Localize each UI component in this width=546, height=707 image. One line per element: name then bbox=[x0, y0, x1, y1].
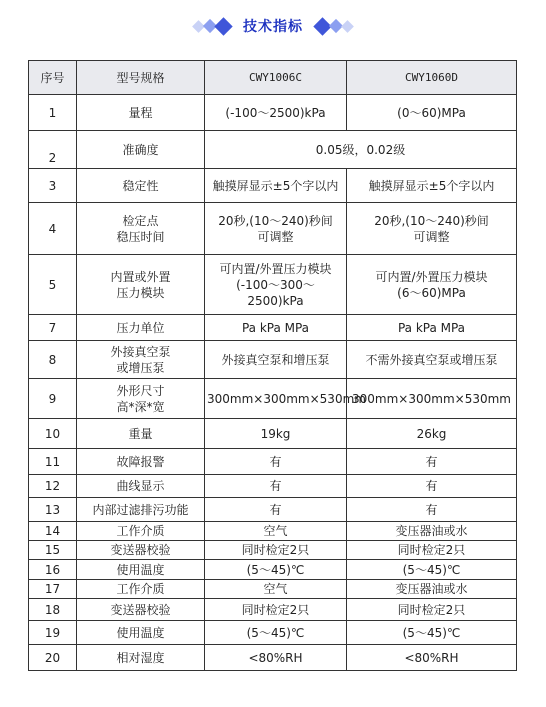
row-value-c: (5～45)℃ bbox=[205, 560, 347, 580]
row-spec: 使用温度 bbox=[77, 621, 205, 645]
row-value-c: 同时检定2只 bbox=[205, 599, 347, 621]
row-value-c: 同时检定2只 bbox=[205, 541, 347, 560]
table-row bbox=[29, 131, 517, 169]
row-number: 18 bbox=[29, 599, 77, 621]
row-spec: 变送器校验 bbox=[77, 599, 205, 621]
row-number: 4 bbox=[29, 203, 77, 255]
table-row bbox=[29, 645, 517, 671]
row-value-d: 可内置/外置压力模块 (6～60)MPa bbox=[347, 255, 517, 315]
row-value-c: 有 bbox=[205, 449, 347, 475]
header-model-c: CWY1006C bbox=[205, 61, 347, 95]
table-row bbox=[29, 203, 517, 255]
row-merged-value: 0.05级，0.02级 bbox=[205, 131, 517, 169]
spec-table bbox=[28, 60, 517, 671]
row-spec: 压力单位 bbox=[77, 315, 205, 341]
row-spec: 量程 bbox=[77, 95, 205, 131]
row-spec: 使用温度 bbox=[77, 560, 205, 580]
table-header-row bbox=[29, 61, 517, 95]
table-row bbox=[29, 341, 517, 379]
row-spec: 曲线显示 bbox=[77, 475, 205, 498]
row-value-d: 有 bbox=[347, 498, 517, 522]
row-value-c: 有 bbox=[205, 498, 347, 522]
row-value-c: 触摸屏显示±5个字以内 bbox=[205, 169, 347, 203]
row-number: 20 bbox=[29, 645, 77, 671]
row-value-d: 20秒,(10～240)秒间 可调整 bbox=[347, 203, 517, 255]
table-row bbox=[29, 169, 517, 203]
table-row bbox=[29, 599, 517, 621]
row-number: 10 bbox=[29, 419, 77, 449]
table-row bbox=[29, 560, 517, 580]
table-row bbox=[29, 580, 517, 599]
row-value-c: 外接真空泵和增压泵 bbox=[205, 341, 347, 379]
row-spec: 工作介质 bbox=[77, 522, 205, 541]
row-spec: 外接真空泵 或增压泵 bbox=[77, 341, 205, 379]
row-value-c: 19kg bbox=[205, 419, 347, 449]
row-value-d: 同时检定2只 bbox=[347, 541, 517, 560]
row-spec: 内置或外置 压力模块 bbox=[77, 255, 205, 315]
diamond-icon bbox=[341, 20, 354, 33]
row-value-c: 20秒,(10～240)秒间 可调整 bbox=[205, 203, 347, 255]
diamond-icon bbox=[214, 17, 232, 35]
row-number: 13 bbox=[29, 498, 77, 522]
row-spec: 准确度 bbox=[77, 131, 205, 169]
table-row bbox=[29, 419, 517, 449]
row-value-c: 300mm×300mm×530mm bbox=[205, 379, 347, 419]
row-value-d: Pa kPa MPa bbox=[347, 315, 517, 341]
row-number: 1 bbox=[29, 95, 77, 131]
row-spec: 检定点 稳压时间 bbox=[77, 203, 205, 255]
right-diamond-icons bbox=[315, 20, 353, 33]
table-row bbox=[29, 475, 517, 498]
row-value-c: (5～45)℃ bbox=[205, 621, 347, 645]
row-value-d: 26kg bbox=[347, 419, 517, 449]
row-spec: 重量 bbox=[77, 419, 205, 449]
row-number: 5 bbox=[29, 255, 77, 315]
row-value-d: 不需外接真空泵或增压泵 bbox=[347, 341, 517, 379]
page-title: 技术指标 bbox=[243, 19, 303, 35]
row-number: 11 bbox=[29, 449, 77, 475]
table-row bbox=[29, 95, 517, 131]
row-value-d: (0～60)MPa bbox=[347, 95, 517, 131]
row-spec: 变送器校验 bbox=[77, 541, 205, 560]
row-value-c: 空气 bbox=[205, 522, 347, 541]
row-value-d: (5～45)℃ bbox=[347, 560, 517, 580]
table-row bbox=[29, 541, 517, 560]
row-value-c: 空气 bbox=[205, 580, 347, 599]
row-spec: 外形尺寸 高*深*宽 bbox=[77, 379, 205, 419]
row-number: 15 bbox=[29, 541, 77, 560]
row-value-d: 同时检定2只 bbox=[347, 599, 517, 621]
row-value-c: <80%RH bbox=[205, 645, 347, 671]
table-row bbox=[29, 498, 517, 522]
row-number: 19 bbox=[29, 621, 77, 645]
row-value-d: 300mm×300mm×530mm bbox=[347, 379, 517, 419]
row-spec: 故障报警 bbox=[77, 449, 205, 475]
row-spec: 相对湿度 bbox=[77, 645, 205, 671]
row-number: 17 bbox=[29, 580, 77, 599]
row-value-d: 变压器油或水 bbox=[347, 580, 517, 599]
row-value-c: Pa kPa MPa bbox=[205, 315, 347, 341]
row-value-d: 有 bbox=[347, 475, 517, 498]
left-diamond-icons bbox=[193, 20, 231, 33]
table-row bbox=[29, 379, 517, 419]
row-number: 9 bbox=[29, 379, 77, 419]
row-value-d: <80%RH bbox=[347, 645, 517, 671]
row-number: 2 bbox=[29, 131, 77, 169]
row-value-d: 触摸屏显示±5个字以内 bbox=[347, 169, 517, 203]
row-number: 8 bbox=[29, 341, 77, 379]
header-no: 序号 bbox=[29, 61, 77, 95]
row-value-c: 可内置/外置压力模块 (-100～300～ 2500)kPa bbox=[205, 255, 347, 315]
header-spec: 型号规格 bbox=[77, 61, 205, 95]
section-header bbox=[0, 12, 546, 40]
table-row bbox=[29, 621, 517, 645]
row-value-c: (-100～2500)kPa bbox=[205, 95, 347, 131]
row-spec: 稳定性 bbox=[77, 169, 205, 203]
row-number: 16 bbox=[29, 560, 77, 580]
table-row bbox=[29, 522, 517, 541]
row-number: 3 bbox=[29, 169, 77, 203]
row-number: 14 bbox=[29, 522, 77, 541]
row-value-d: 有 bbox=[347, 449, 517, 475]
row-value-d: 变压器油或水 bbox=[347, 522, 517, 541]
row-number: 7 bbox=[29, 315, 77, 341]
row-value-c: 有 bbox=[205, 475, 347, 498]
table-row bbox=[29, 255, 517, 315]
table-row bbox=[29, 315, 517, 341]
row-spec: 工作介质 bbox=[77, 580, 205, 599]
row-value-d: (5～45)℃ bbox=[347, 621, 517, 645]
row-number: 12 bbox=[29, 475, 77, 498]
header-model-d: CWY1060D bbox=[347, 61, 517, 95]
row-spec: 内部过滤排污功能 bbox=[77, 498, 205, 522]
table-row bbox=[29, 449, 517, 475]
